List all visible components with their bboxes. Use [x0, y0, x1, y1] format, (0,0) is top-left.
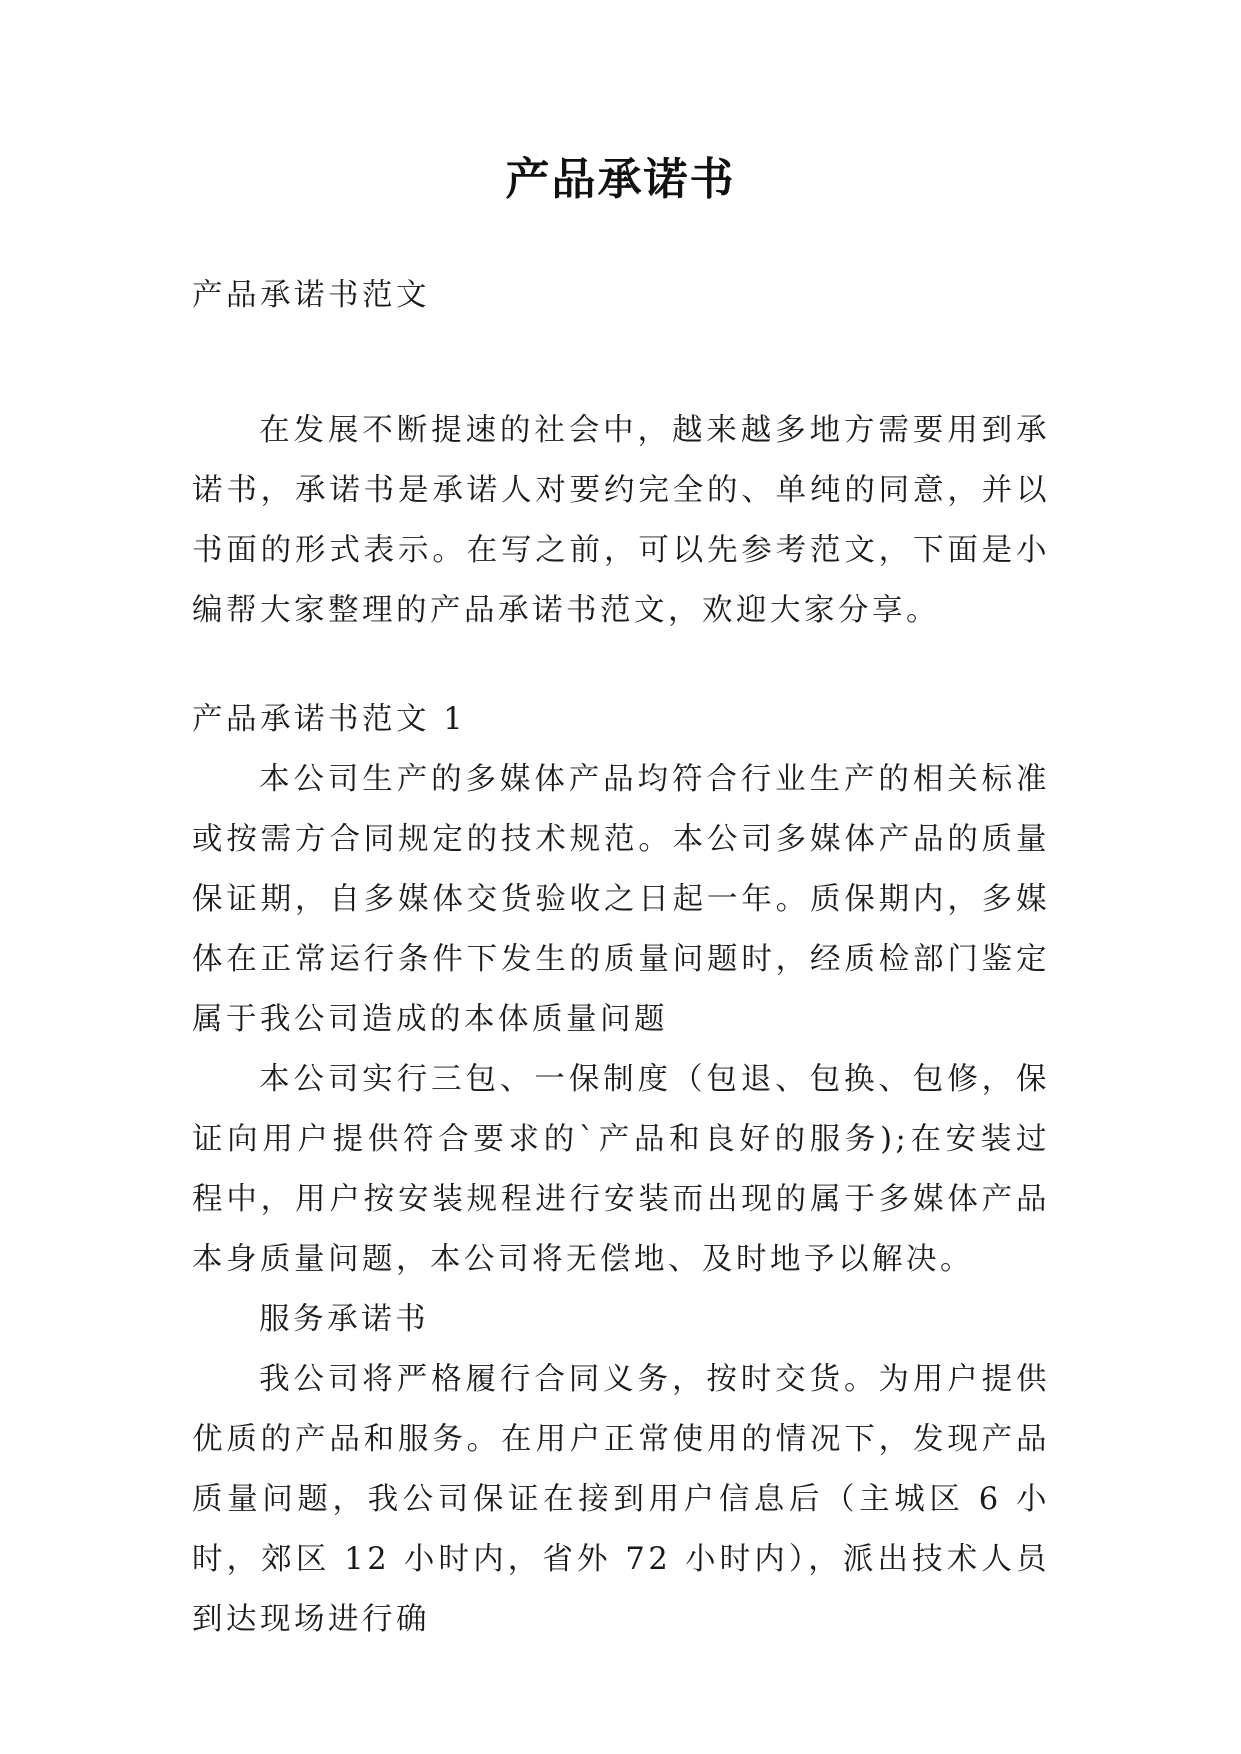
section-1-paragraph-warranty: 本公司实行三包、一保制度（包退、包换、包修，保证向用户提供符合要求的`产品和良好的服务);在安装过程中，用户按安装规程进行安装而出现的属于多媒体产品本身质量问题，本公司将无偿地、及时地予以解决。 — [192, 1062, 1050, 1277]
document-title: 产品承诺书 — [505, 154, 736, 205]
intro-text: 在发展不断提速的社会中，越来越多地方需要用到承诺书，承诺书是承诺人对要约完全的、单纯的同意，并以书面的形式表示。在写之前，可以先参考范文，下面是小编帮大家整理的产品承诺书范文，欢迎大家分享。 — [192, 413, 1050, 628]
section-1-service-heading: 服务承诺书 — [259, 1302, 430, 1337]
section-1-paragraph-quality: 本公司生产的多媒体产品均符合行业生产的相关标准或按需方合同规定的技术规范。本公司多媒体产品的质量保证期，自多媒体交货验收之日起一年。质保期内，多媒体在正常运行条件下发生的质量问题时，经质检部门鉴定属于我公司造成的本体质量问题 — [192, 762, 1050, 1037]
section-1 — [192, 690, 1050, 1650]
intro-paragraph — [192, 401, 1050, 641]
section-1-paragraph-service: 我公司将严格履行合同义务，按时交货。为用户提供优质的产品和服务。在用户正常使用的情况下，发现产品质量问题，我公司保证在接到用户信息后（主城区 6 小时，郊区 12 小时内，省外 72 小时内），派出技术人员到达现场进行确 — [192, 1362, 1050, 1637]
section-1-heading: 产品承诺书范文 1 — [192, 702, 467, 737]
subtitle-text: 产品承诺书范文 — [192, 278, 430, 313]
document-subtitle — [192, 266, 1050, 326]
